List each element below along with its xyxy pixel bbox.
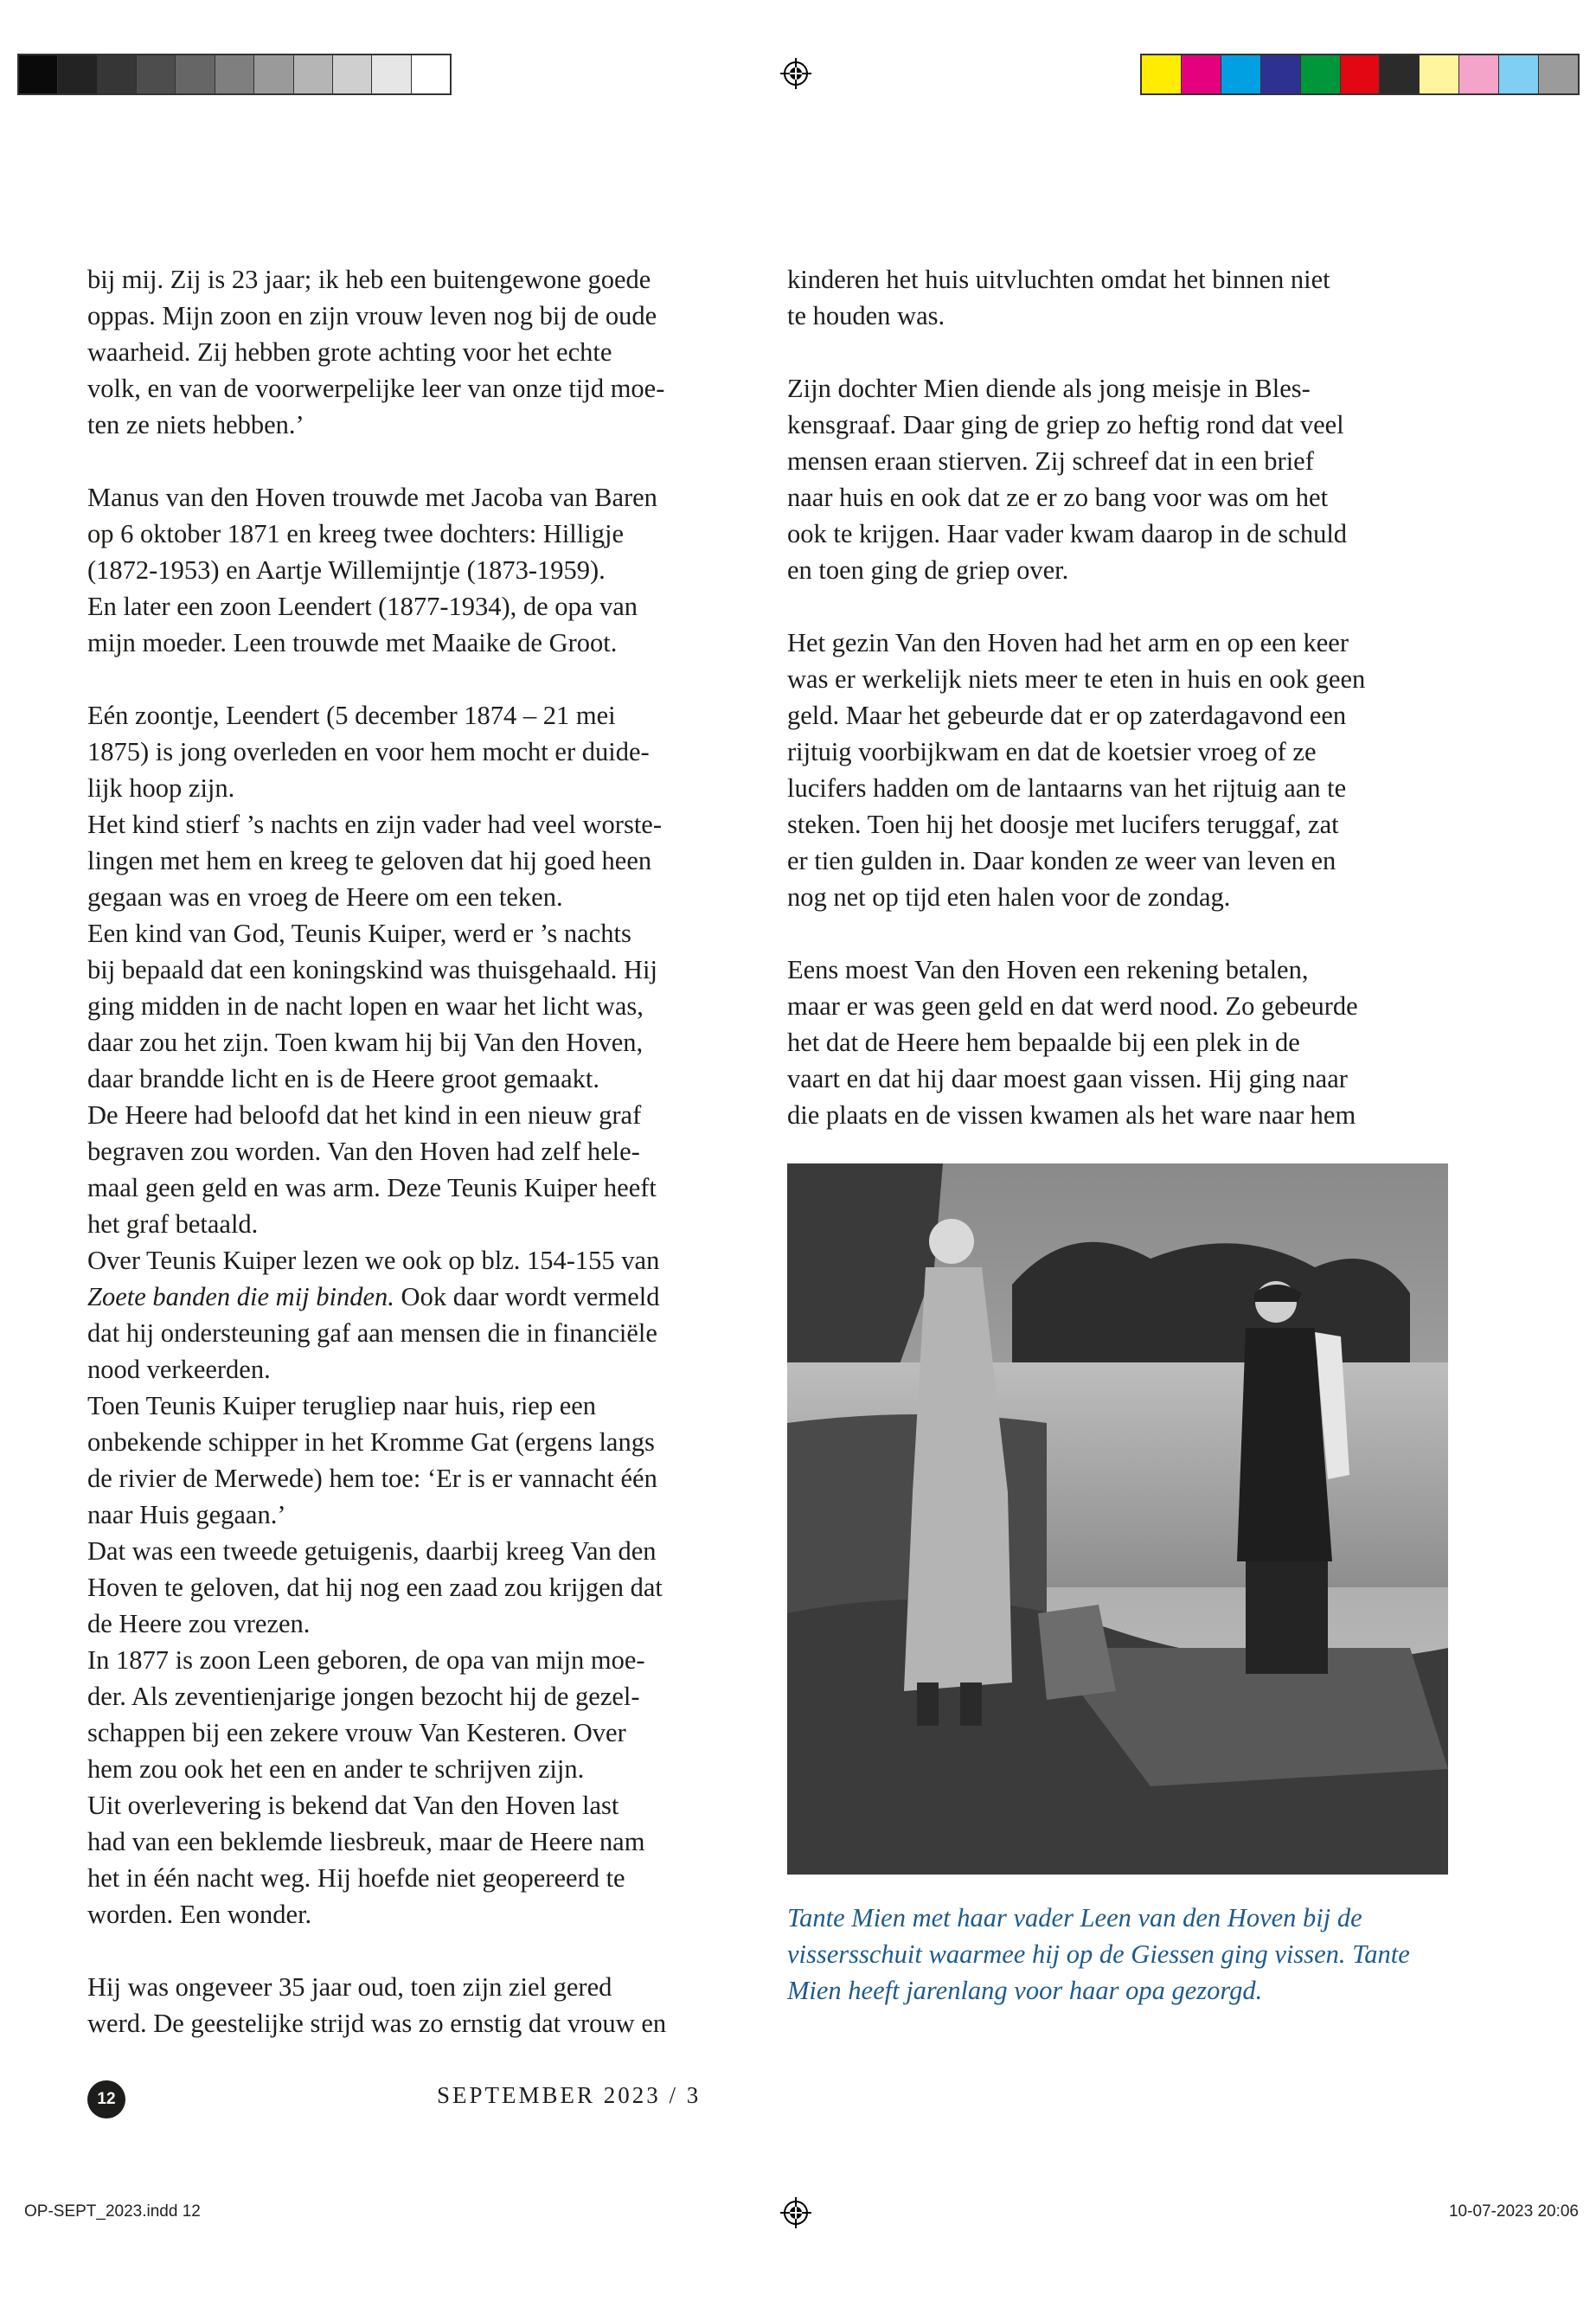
registration-mark-icon xyxy=(780,2197,811,2228)
right-text-column xyxy=(787,261,1452,1133)
page-number-badge: 12 xyxy=(87,2080,125,2118)
paragraph-text: Ook daar wordt vermeld xyxy=(394,1282,660,1311)
color-swatch xyxy=(1459,55,1499,93)
paragraph-with-book-title xyxy=(87,1279,752,1315)
color-swatch xyxy=(1499,55,1539,93)
gray-swatch xyxy=(333,55,372,93)
historic-photo xyxy=(787,1163,1448,1875)
grayscale-color-bar xyxy=(17,54,452,95)
paragraph: Het gezin Van den Hoven had het arm en op een keer was er werkelijk niets meer te eten in huis en ook geen geld. Maar het gebeurde dat er op zaterdagavond een rijtuig voorbijkwam en dat de koetsier vroeg of ze lucifers hadden om de lantaarns van het rijtuig aan te steken. Toen hij het doosje met lucifers teruggaf, zat er tien gulden in. Daar konden ze weer van leven en nog net op tijd eten halen voor de zondag. xyxy=(787,628,1366,912)
gray-swatch xyxy=(58,55,97,93)
process-color-bar xyxy=(1140,54,1580,95)
color-swatch xyxy=(1341,55,1381,93)
gray-swatch xyxy=(294,55,333,93)
paragraph: Eén zoontje, Leendert (5 december 1874 – 21 mei 1875) is jong overleden en voor hem mocht er duide- lijk hoop zijn. Het kind stierf ’s nachts en zijn vader had veel worste- lingen met hem en kreeg te geloven dat hij goed heen gegaan was en vroeg de Heere om een teken. Een kind van God, Teunis Kuiper, werd er ’s nachts bij bepaald dat een koningskind was thuisgehaald. Hij ging midden in de nacht lopen en waar het licht was, daar zou het zijn. Toen kwam hij bij Van den Hoven, daar brandde licht en is de Heere groot gemaakt. De Heere had beloofd dat het kind in een nieuw graf begraven zou worden. Van den Hoven had zelf hele- maal geen geld en was arm. Deze Teunis Kuiper heeft het graf betaald. Over Teunis Kuiper lezen we ook op blz. 154-155 van xyxy=(87,701,663,1275)
registration-mark-icon xyxy=(780,58,811,89)
color-swatch xyxy=(1261,55,1301,93)
paragraph: dat hij ondersteuning gaf aan mensen die in financiële nood verkeerden. Toen Teunis Kuiper terugliep naar huis, riep een onbekende schipper in het Kromme Gat (ergens langs de rivier de Merwede) hem toe: ‘Er is er vannacht één naar Huis gegaan.’ Dat was een tweede getuigenis, daarbij kreeg Van den Hoven te geloven, dat hij nog een zaad zou krijgen dat de Heere zou vrezen. In 1877 is zoon Leen geboren, de opa van mijn moe- der. Als zeventienjarige jongen bezocht hij de gezel- schappen bij een zekere vrouw Van Kesteren. Over hem zou ook het een en ander te schrijven zijn. Uit overlevering is bekend dat Van den Hoven last had van een beklemde liesbreuk, maar de Heere nam het in één nacht weg. Hij hoefde niet geopereerd te worden. Een wonder. xyxy=(87,1318,663,1929)
gray-swatch xyxy=(215,55,254,93)
color-swatch xyxy=(1142,55,1182,93)
paragraph: kinderen het huis uitvluchten omdat het binnen niet te houden was. xyxy=(787,265,1330,330)
print-slug-filename: OP-SEPT_2023.indd 12 xyxy=(24,2202,201,2221)
color-swatch xyxy=(1420,55,1459,93)
gray-swatch xyxy=(19,55,58,93)
color-swatch xyxy=(1221,55,1261,93)
print-slug-date: 10-07-2023 20:06 xyxy=(1448,2202,1579,2221)
gray-swatch xyxy=(254,55,293,93)
paragraph: Zijn dochter Mien diende als jong meisje in Bles- kensgraaf. Daar ging de griep zo heftig rond dat veel mensen eraan stierven. Zij schreef dat in een brief naar huis en ook dat ze er zo bang voor was om het ook te krijgen. Haar vader kwam daarop in de schuld en toen ging de griep over. xyxy=(787,374,1348,585)
gray-swatch xyxy=(372,55,411,93)
color-swatch xyxy=(1539,55,1578,93)
color-swatch xyxy=(1182,55,1221,93)
gray-swatch xyxy=(176,55,215,93)
paragraph: Eens moest Van den Hoven een rekening betalen, maar er was geen geld en dat werd nood. Zo gebeurde het dat de Heere hem bepaalde bij een plek in de vaart en dat hij daar moest gaan vissen. Hij ging naar die plaats en de vissen kwamen als het ware naar hem xyxy=(787,955,1358,1130)
color-swatch xyxy=(1380,55,1420,93)
paragraph: Hij was ongeveer 35 jaar oud, toen zijn ziel gered werd. De geestelijke strijd was zo ernstig dat vrouw en xyxy=(87,1972,667,2038)
gray-swatch xyxy=(137,55,176,93)
gray-swatch xyxy=(98,55,137,93)
issue-label: SEPTEMBER 2023 / 3 xyxy=(437,2082,702,2108)
book-title: Zoete banden die mij binden. xyxy=(87,1282,394,1311)
paragraph: Manus van den Hoven trouwde met Jacoba van Baren op 6 oktober 1871 en kreeg twee dochters: Hilligje (1872-1953) en Aartje Willemijntje (1873-1959). En later een zoon Leendert (1877-1934), de opa van mijn moeder. Leen trouwde met Maaike de Groot. xyxy=(87,483,657,657)
gray-swatch xyxy=(412,55,450,93)
color-swatch xyxy=(1301,55,1341,93)
left-text-column xyxy=(87,261,752,2041)
photo-caption: Tante Mien met haar vader Leen van den Hoven bij de vissersschuit waarmee hij op de Giessen ging vissen. Tante Mien heeft jarenlang voor haar opa gezorgd. xyxy=(787,1903,1410,2005)
paragraph: bij mij. Zij is 23 jaar; ik heb een buitengewone goede oppas. Mijn zoon en zijn vrouw leven nog bij de oude waarheid. Zij hebben grote achting voor het echte volk, en van de voorwerpelijke leer van onze tijd moe- ten ze niets hebben.’ xyxy=(87,265,665,439)
